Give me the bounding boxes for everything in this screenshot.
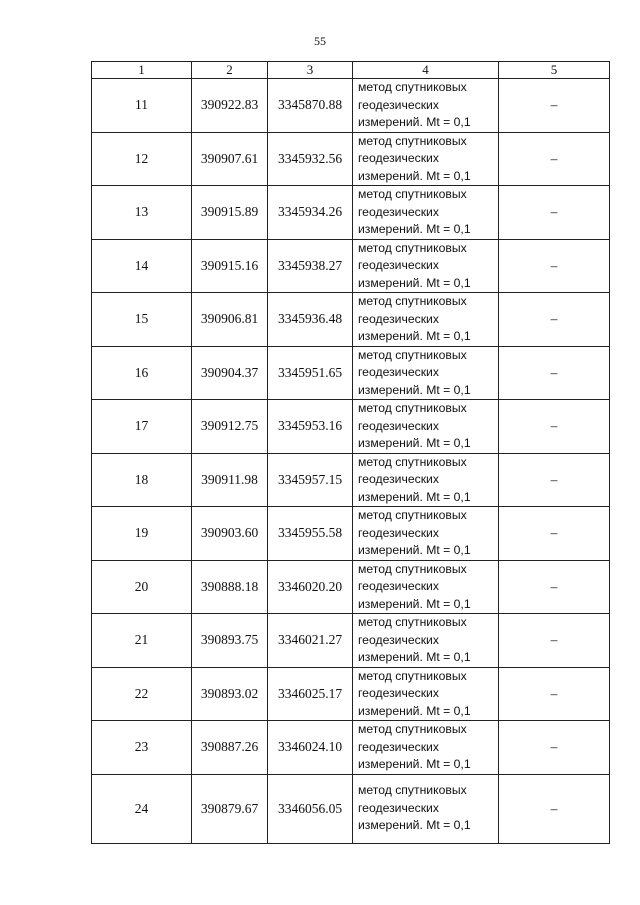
point-number-cell: 19 xyxy=(92,507,192,561)
method-cell xyxy=(353,79,499,133)
column-header: 4 xyxy=(353,62,499,79)
method-cell xyxy=(353,667,499,721)
y-coordinate-cell: 3345938.27 xyxy=(268,239,353,293)
method-line: метод спутниковых xyxy=(358,294,467,308)
method-cell xyxy=(353,346,499,400)
method-line: измерений. Mt = 0,1 xyxy=(358,596,471,611)
method-line: геодезических xyxy=(358,525,439,540)
y-coordinate-cell: 3345953.16 xyxy=(268,400,353,454)
point-number-cell: 14 xyxy=(92,239,192,293)
note-cell: – xyxy=(499,132,610,186)
method-line: измерений. Mt = 0,1 xyxy=(358,222,471,236)
method-line: метод спутниковых xyxy=(358,454,467,469)
column-header: 2 xyxy=(192,62,268,79)
method-line: метод спутниковых xyxy=(358,401,467,415)
table-row xyxy=(92,507,610,561)
table-row xyxy=(92,239,610,293)
method-line: геодезических xyxy=(358,418,439,433)
column-header: 1 xyxy=(92,62,192,79)
method-line: измерений. Mt = 0,1 xyxy=(358,543,471,557)
method-line: измерений. Mt = 0,1 xyxy=(358,115,471,129)
method-line: геодезических xyxy=(358,311,439,326)
table-row xyxy=(92,560,610,614)
method-line: геодезических xyxy=(358,151,439,165)
point-number-cell: 12 xyxy=(92,132,192,186)
method-line: метод спутниковых xyxy=(358,240,467,255)
method-line: геодезических xyxy=(358,686,439,700)
note-cell: – xyxy=(499,79,610,133)
x-coordinate-cell: 390911.98 xyxy=(192,453,268,507)
table-row xyxy=(92,346,610,400)
method-cell xyxy=(353,721,499,775)
note-cell: – xyxy=(499,507,610,561)
point-number-cell: 24 xyxy=(92,774,192,843)
method-line: геодезических xyxy=(358,365,439,379)
method-line: метод спутниковых xyxy=(358,615,467,629)
method-line: измерений. Mt = 0,1 xyxy=(358,650,471,664)
table-row xyxy=(92,132,610,186)
note-cell: – xyxy=(499,614,610,668)
method-line: измерений. Mt = 0,1 xyxy=(358,275,471,290)
point-number-cell: 16 xyxy=(92,346,192,400)
note-cell: – xyxy=(499,293,610,347)
method-line: измерений. Mt = 0,1 xyxy=(358,168,471,183)
method-cell xyxy=(353,132,499,186)
method-line: измерений. Mt = 0,1 xyxy=(358,489,471,504)
point-number-cell: 18 xyxy=(92,453,192,507)
table-row xyxy=(92,400,610,454)
note-cell: – xyxy=(499,560,610,614)
method-cell xyxy=(353,774,499,843)
y-coordinate-cell: 3345951.65 xyxy=(268,346,353,400)
column-header: 3 xyxy=(268,62,353,79)
y-coordinate-cell: 3345955.58 xyxy=(268,507,353,561)
method-line: метод спутниковых xyxy=(358,80,467,94)
y-coordinate-cell: 3346020.20 xyxy=(268,560,353,614)
x-coordinate-cell: 390893.02 xyxy=(192,667,268,721)
x-coordinate-cell: 390887.26 xyxy=(192,721,268,775)
x-coordinate-cell: 390907.61 xyxy=(192,132,268,186)
method-line: геодезических xyxy=(358,204,439,219)
table-row xyxy=(92,667,610,721)
method-line: метод спутниковых xyxy=(358,133,467,148)
y-coordinate-cell: 3346025.17 xyxy=(268,667,353,721)
method-line: метод спутниковых xyxy=(358,347,467,362)
table-row xyxy=(92,614,610,668)
point-number-cell: 17 xyxy=(92,400,192,454)
note-cell: – xyxy=(499,667,610,721)
method-line: метод спутниковых xyxy=(358,668,467,683)
point-number-cell: 23 xyxy=(92,721,192,775)
method-cell xyxy=(353,400,499,454)
point-number-cell: 11 xyxy=(92,79,192,133)
method-line: измерений. Mt = 0,1 xyxy=(358,382,471,397)
note-cell: – xyxy=(499,186,610,240)
y-coordinate-cell: 3345932.56 xyxy=(268,132,353,186)
note-cell: – xyxy=(499,400,610,454)
point-number-cell: 21 xyxy=(92,614,192,668)
x-coordinate-cell: 390906.81 xyxy=(192,293,268,347)
x-coordinate-cell: 390915.16 xyxy=(192,239,268,293)
x-coordinate-cell: 390915.89 xyxy=(192,186,268,240)
x-coordinate-cell: 390888.18 xyxy=(192,560,268,614)
x-coordinate-cell: 390903.60 xyxy=(192,507,268,561)
y-coordinate-cell: 3346056.05 xyxy=(268,774,353,843)
method-line: метод спутниковых xyxy=(358,561,467,576)
method-cell xyxy=(353,453,499,507)
method-line: измерений. Mt = 0,1 xyxy=(358,818,471,833)
coordinates-table xyxy=(91,61,610,844)
y-coordinate-cell: 3345936.48 xyxy=(268,293,353,347)
point-number-cell: 13 xyxy=(92,186,192,240)
method-line: геодезических xyxy=(358,258,439,272)
note-cell: – xyxy=(499,721,610,775)
method-line: измерений. Mt = 0,1 xyxy=(358,757,471,771)
method-line: геодезических xyxy=(358,800,439,815)
point-number-cell: 22 xyxy=(92,667,192,721)
method-line: геодезических xyxy=(358,739,439,754)
method-cell xyxy=(353,293,499,347)
method-line: геодезических xyxy=(358,97,439,112)
method-line: измерений. Mt = 0,1 xyxy=(358,703,471,718)
method-line: метод спутниковых xyxy=(358,187,467,201)
y-coordinate-cell: 3345957.15 xyxy=(268,453,353,507)
note-cell: – xyxy=(499,346,610,400)
method-line: измерений. Mt = 0,1 xyxy=(358,329,471,343)
table-row xyxy=(92,774,610,843)
method-cell xyxy=(353,614,499,668)
table-row xyxy=(92,79,610,133)
table-header-row xyxy=(92,62,610,79)
column-header: 5 xyxy=(499,62,610,79)
table-row xyxy=(92,453,610,507)
method-line: геодезических xyxy=(358,472,439,486)
table-row xyxy=(92,293,610,347)
method-line: метод спутниковых xyxy=(358,783,467,798)
x-coordinate-cell: 390893.75 xyxy=(192,614,268,668)
x-coordinate-cell: 390904.37 xyxy=(192,346,268,400)
method-line: геодезических xyxy=(358,579,439,593)
y-coordinate-cell: 3346021.27 xyxy=(268,614,353,668)
method-line: геодезических xyxy=(358,632,439,647)
method-line: метод спутниковых xyxy=(358,722,467,736)
note-cell: – xyxy=(499,774,610,843)
method-cell xyxy=(353,507,499,561)
method-cell xyxy=(353,186,499,240)
method-line: измерений. Mt = 0,1 xyxy=(358,436,471,450)
point-number-cell: 15 xyxy=(92,293,192,347)
x-coordinate-cell: 390879.67 xyxy=(192,774,268,843)
table-row xyxy=(92,186,610,240)
note-cell: – xyxy=(499,239,610,293)
table-row xyxy=(92,721,610,775)
method-line: метод спутниковых xyxy=(358,508,467,522)
y-coordinate-cell: 3345934.26 xyxy=(268,186,353,240)
y-coordinate-cell: 3345870.88 xyxy=(268,79,353,133)
x-coordinate-cell: 390922.83 xyxy=(192,79,268,133)
y-coordinate-cell: 3346024.10 xyxy=(268,721,353,775)
note-cell: – xyxy=(499,453,610,507)
page-number: 55 xyxy=(314,34,326,48)
method-cell xyxy=(353,560,499,614)
x-coordinate-cell: 390912.75 xyxy=(192,400,268,454)
point-number-cell: 20 xyxy=(92,560,192,614)
method-cell xyxy=(353,239,499,293)
